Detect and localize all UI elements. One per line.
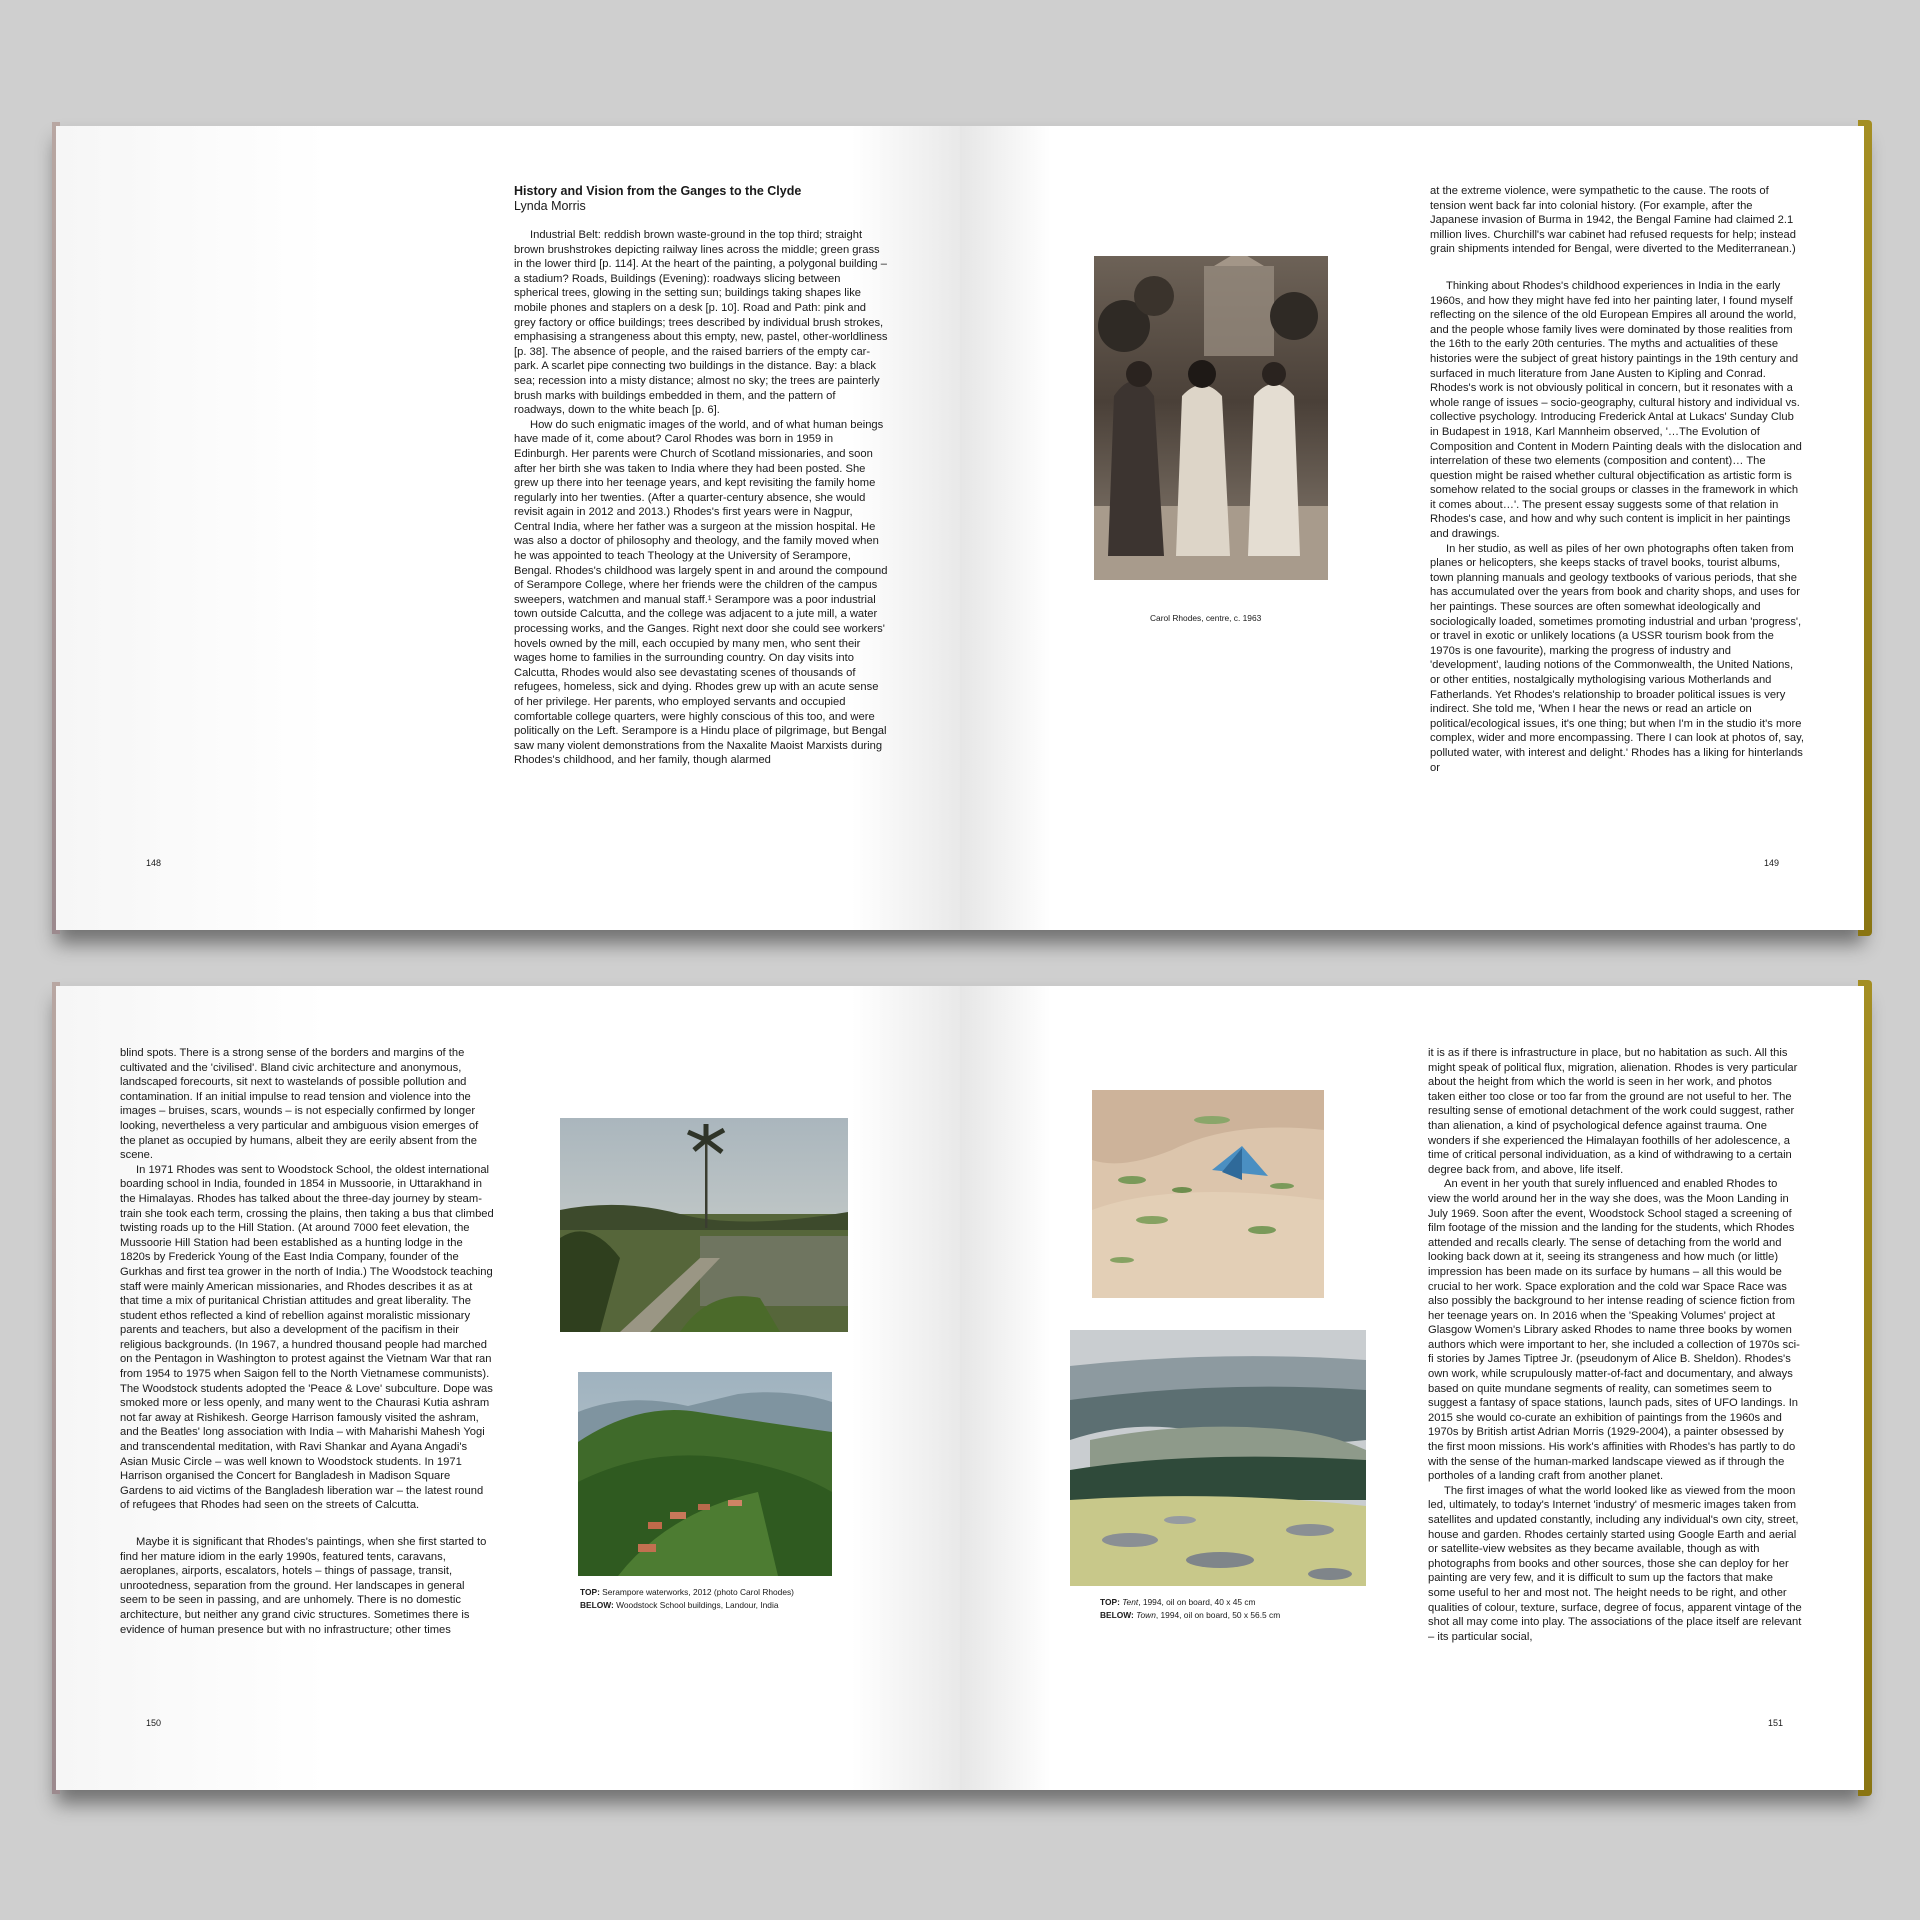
- caption-label: BELOW:: [1100, 1610, 1134, 1620]
- paragraph: The first images of what the world looked like as viewed from the moon led, ultimately, to today's Internet 'industry' of mesmeric images taken from satellites and updated constantly, including any individual's own city, street, house and garden. Rhodes certainly started using Google Earth and aerial or satellite-view websites as they became available, though as with photographs from books and other sources, those she can deploy for her painting are very few, and it is difficult to sum up the factors that make some useful to her and most not. The height needs to be right, and other qualities of colour, texture, surface, degree of focus, apparent vintage of the shot all may come into play. The associations of the place itself are relevant – its particular social,: [1428, 1484, 1802, 1643]
- page-number: 149: [1764, 858, 1780, 868]
- paragraph: Thinking about Rhodes's childhood experiences in India in the early 1960s, and how they might have fed into her painting later, I found myself reflecting on the silence of the old European Empires all around the world, and the people whose family lives were dominated by those realities from the 16th to the early 20th centuries. The myths and actualities of these histories were the subject of great history paintings in the 19th century and surfaced in much literature from Jane Austen to Kipling and Conrad. Rhodes's work is not obviously political in concern, but it resonates with a whole range of issues – socio-geography, cultural history and individual vs. collective psychology. Introducing Frederick Antal at Lukacs' Sunday Club in Budapest in 1918, Karl Mannheim observed, '…The Evolution of Composition and Content in Modern Painting deals with the dislocation and interrelation of these two elements (composition and content)… The question might be raised whether cultural objectification as artistic form is somehow related to the social groups or classes in the framework in which it comes about…'. The present essay suggests some of that relation in Rhodes's case, and how and why such content is implicit in her paintings and drawings.: [1430, 279, 1802, 541]
- caption-label: TOP:: [1100, 1597, 1120, 1607]
- paragraph: In her studio, as well as piles of her own photographs often taken from planes or helicopters, she keeps stacks of travel books, tourist albums, town planning manuals and geology textbooks of various periods, that she has accumulated over the years from book and charity shops, and uses for her paintings. These sources are often somewhat ideologically and sociologically loaded, sometimes promoting industrial and urban 'progress', or travel in exotic or unlikely locations (a USSR tourism book from the 1970s is one favourite), marking the progress of industry and 'development', lauding notions of the Commonwealth, the United Nations, or other entities, nostalgically mythologising various Motherlands and Fatherlands. Yet Rhodes's relationship to broader political issues is very indirect. She told me, 'When I hear the news or read an article on political/ecological issues, it's one thing; but when I'm in the studio it's more complex, wider and more encompassing. There I can look at photos of, say, polluted water, with interest and delight.' Rhodes has a liking for hinterlands or: [1430, 542, 1804, 774]
- paragraph: How do such enigmatic images of the world, and of what human beings have made of it, come about? Carol Rhodes was born in 1959 in Edinburgh. Her parents were Church of Scotland missionaries, and soon after her birth she was taken to India where they had been posted. She grew up there into her teenage years, and kept revisiting the family home regularly into her twenties. (After a quarter-century absence, she would revisit again in 2012 and 2013.) Rhodes's first years were in Nagpur, Central India, where her father was a surgeon at the mission hospital. He was also a doctor of philosophy and theology, and the family moved when he was appointed to teach Theology at the University of Serampore, Bengal. Rhodes's childhood was largely spent in and around the compound of Serampore College, where her friends were the children of the campus sweepers, watchmen and manual staff.¹ Serampore was a poor industrial town outside Calcutta, and the college was adjacent to a jute mill, a water processing works, and the Ganges. Right next door she could see workers' hovels owned by the mill, each occupied by many men, who sent their wages home to families in the surrounding country. On day visits into Calcutta, Rhodes would also see devastating scenes of thousands of refugees, homeless, sick and dying. Rhodes grew up with an acute sense of her privilege. Her parents, who employed servants and occupied comfortable college quarters, were highly conscious of this too, and were politically on the Left. Serampore is a Hindu place of pilgrimage, but Bengal saw many violent demonstrations from the Naxalite Maoist Marxists during Rhodes's childhood, and her family, though alarmed: [514, 418, 888, 767]
- page-150: [56, 986, 960, 1790]
- caption-text: , 1994, oil on board, 40 x 45 cm: [1138, 1597, 1256, 1607]
- caption-text: , 1994, oil on board, 50 x 56.5 cm: [1155, 1610, 1281, 1620]
- photo-woodstock-school: [578, 1372, 832, 1576]
- text-column: [120, 1046, 494, 1637]
- caption-label: BELOW:: [580, 1600, 614, 1610]
- book-spread-150-151: [56, 986, 1864, 1790]
- essay-title: History and Vision from the Ganges to the Clyde: [514, 184, 802, 198]
- text-column: [1428, 1046, 1802, 1644]
- paragraph: An event in her youth that surely influenced and enabled Rhodes to view the world around her in the way she does, was the Moon Landing in July 1969. Soon after the event, Woodstock School staged a screening of film footage of the mission and the landing for the students, which Rhodes attended and recalls clearly. The sense of detaching from the world and looking back down at it, seeing its strangeness and how much (or little) impression has been made on its surface by humans – all this would be crucial to her work. Space exploration and the cold war Space Race was also possibly the background to her intense reading of science fiction from her teenage years on. In 2016 when the 'Speaking Volumes' project at Glasgow Women's Library asked Rhodes to name three books by women authors which were important to her, she included a collection of 1970s sci-fi stories by James Tiptree Jr. (pseudonym of Alice B. Sheldon). Rhodes's own work, while scrupulously matter-of-fact and documentary, and always based on quite mundane segments of reality, can sometimes seem to suggest a fantasy of space stations, launch pads, sites of UFO landings. In 2015 she would co-curate an exhibition of paintings from the 1960s and 1970s by British artist Adrian Morris (1929-2004), a painter obsessed by the first moon missions. His work's affinities with Rhodes's has partly to do with the sense of the human-marked landscape viewed as if through the portholes of a landing craft from another planet.: [1428, 1178, 1800, 1483]
- page-number: 151: [1768, 1718, 1784, 1728]
- page-148: [56, 126, 960, 930]
- caption-title: Tent: [1122, 1597, 1139, 1607]
- paragraph: blind spots. There is a strong sense of the borders and margins of the cultivated and the 'civilised'. Bland civic architecture and anonymous, landscaped forecourts, sit next to wastelands of possible pollution and contamination. If an initial impulse to read tension and violence into the images – bruises, scars, wounds – is not especially confirmed by longer looking, nevertheless a very particular and ambiguous vision emerges of the planet as occupied by humans, albeit they are eerily absent from the scene.: [120, 1047, 479, 1162]
- page-151: [960, 986, 1864, 1790]
- caption-text: Woodstock School buildings, Landour, India: [613, 1600, 779, 1610]
- paragraph: at the extreme violence, were sympathetic to the cause. The roots of tension went back far into colonial history. (For example, after the Japanese invasion of Burma in 1942, the Bengal Famine had claimed 2.1 million lives. Churchill's war cabinet had refused requests for help; instead grain shipments intended for Bengal, were diverted to the Mediterranean.): [1430, 185, 1796, 256]
- page-number: 150: [146, 1718, 162, 1728]
- book-spread-148-149: [56, 126, 1864, 930]
- photos-caption: [580, 1586, 794, 1612]
- caption-title: Town: [1136, 1610, 1156, 1620]
- paragraph: In 1971 Rhodes was sent to Woodstock School, the oldest international boarding school in India, founded in 1854 in Mussoorie, in Uttarakhand in the Himalayas. Rhodes has talked about the three-day journey by steam-train she took each term, crossing the plains, then taking a bus that climbed twisting roads up to the Hill Station. (At around 7000 feet elevation, the Mussoorie Hill Station had been established as a hunting lodge in the 1820s by Frederick Young of the East India Company, founder of the Gurkhas and first tea grower in the north of India.) The Woodstock teaching staff were mainly American missionaries, and Rhodes describes it as at that time a mix of puritanical Christian attitudes and great liberality. The student ethos reflected a kind of rebellion against moralistic missionary parents and teachers, but also a development of the pacifism in their religious backgrounds. (In 1967, a hundred thousand people had marched on the Pentagon in Washington to protest against the Vietnam War that ran from 1954 to 1975 when Saigon fell to the North Vietnamese communists). The Woodstock students adopted the 'Peace & Love' subculture. Dope was smoked more or less openly, and many went to the Chaurasi Kutia ashram not far away at Rishikesh. George Harrison famously visited the ashram, and the Beatles' long association with India – with Maharishi Mahesh Yogi and transcendental meditation, with Ravi Shankar and Ayana Angadi's Asian Music Circle – was well known to Woodstock students. In 1971 Harrison organised the Concert for Bangladesh in Madison Square Gardens to aid victims of the Bangladesh liberation war – the latest round of refugees that Rhodes had seen on the streets of Calcutta.: [120, 1163, 494, 1512]
- paragraph: Industrial Belt: reddish brown waste-ground in the top third; straight brown brushstrokes depicting railway lines across the middle; green grass in the lower third [p. 114]. At the heart of the painting, a polygonal building – a stadium? Roads, Buildings (Evening): roadways slicing between spherical trees, glowing in the setting sun; buildings taking shapes like mobile phones and staplers on a desk [p. 10]. Road and Path: pink and grey factory or office buildings; trees described by individual brush strokes, emphasising a strangeness about this empty, new, pastel, other-worldliness [p. 38]. The absence of people, and the raised barriers of the empty car-park. A scarlet pipe connecting two buildings in the distance. Bay: a black sea; recession into a misty distance; almost no sky; the trees are painterly brush marks with buildings embedded in them, and the pattern of roadways, down to the white beach [p. 6].: [514, 229, 888, 417]
- text-column: [1430, 184, 1804, 775]
- painting-town: [1070, 1330, 1366, 1586]
- photo-caption: Carol Rhodes, centre, c. 1963: [1150, 613, 1262, 623]
- painting-tent: [1092, 1090, 1324, 1298]
- text-column: [514, 184, 888, 768]
- paragraph: it is as if there is infrastructure in place, but no habitation as such. All this might speak of political flux, migration, alienation. Rhodes is very particular about the height from which the world is seen in her work, and photos taken either too close or too far from the ground are not useful to her. The resulting sense of emotional detachment of the work could suggest, rather than alienation, a kind of psychological defence against trauma. One wonders if she experienced the Himalayan foothills of her adolescence, a time of critical personal individuation, as a kind of withdrawing to a certain degree back from, and above, life itself.: [1428, 1047, 1798, 1176]
- essay-author: Lynda Morris: [514, 199, 586, 213]
- paintings-caption: [1100, 1596, 1280, 1622]
- photo-carol-rhodes-childhood: [1094, 256, 1328, 580]
- photo-serampore-waterworks: [560, 1118, 848, 1332]
- paragraph: Maybe it is significant that Rhodes's paintings, when she first started to find her mature idiom in the early 1990s, featured tents, caravans, aeroplanes, airports, escalators, hotels – things of passage, transit, unrootedness, separation from the ground. Her landscapes in general seem to be seen in passing, and are unhomely. There is no domestic architecture, but neither any grand civic structures. Sometimes there is evidence of human presence but with no infrastructure; other times: [120, 1536, 487, 1636]
- page-number: 148: [146, 858, 162, 868]
- caption-label: TOP:: [580, 1587, 600, 1597]
- page-149: [960, 126, 1864, 930]
- caption-text: Serampore waterworks, 2012 (photo Carol Rhodes): [599, 1587, 794, 1597]
